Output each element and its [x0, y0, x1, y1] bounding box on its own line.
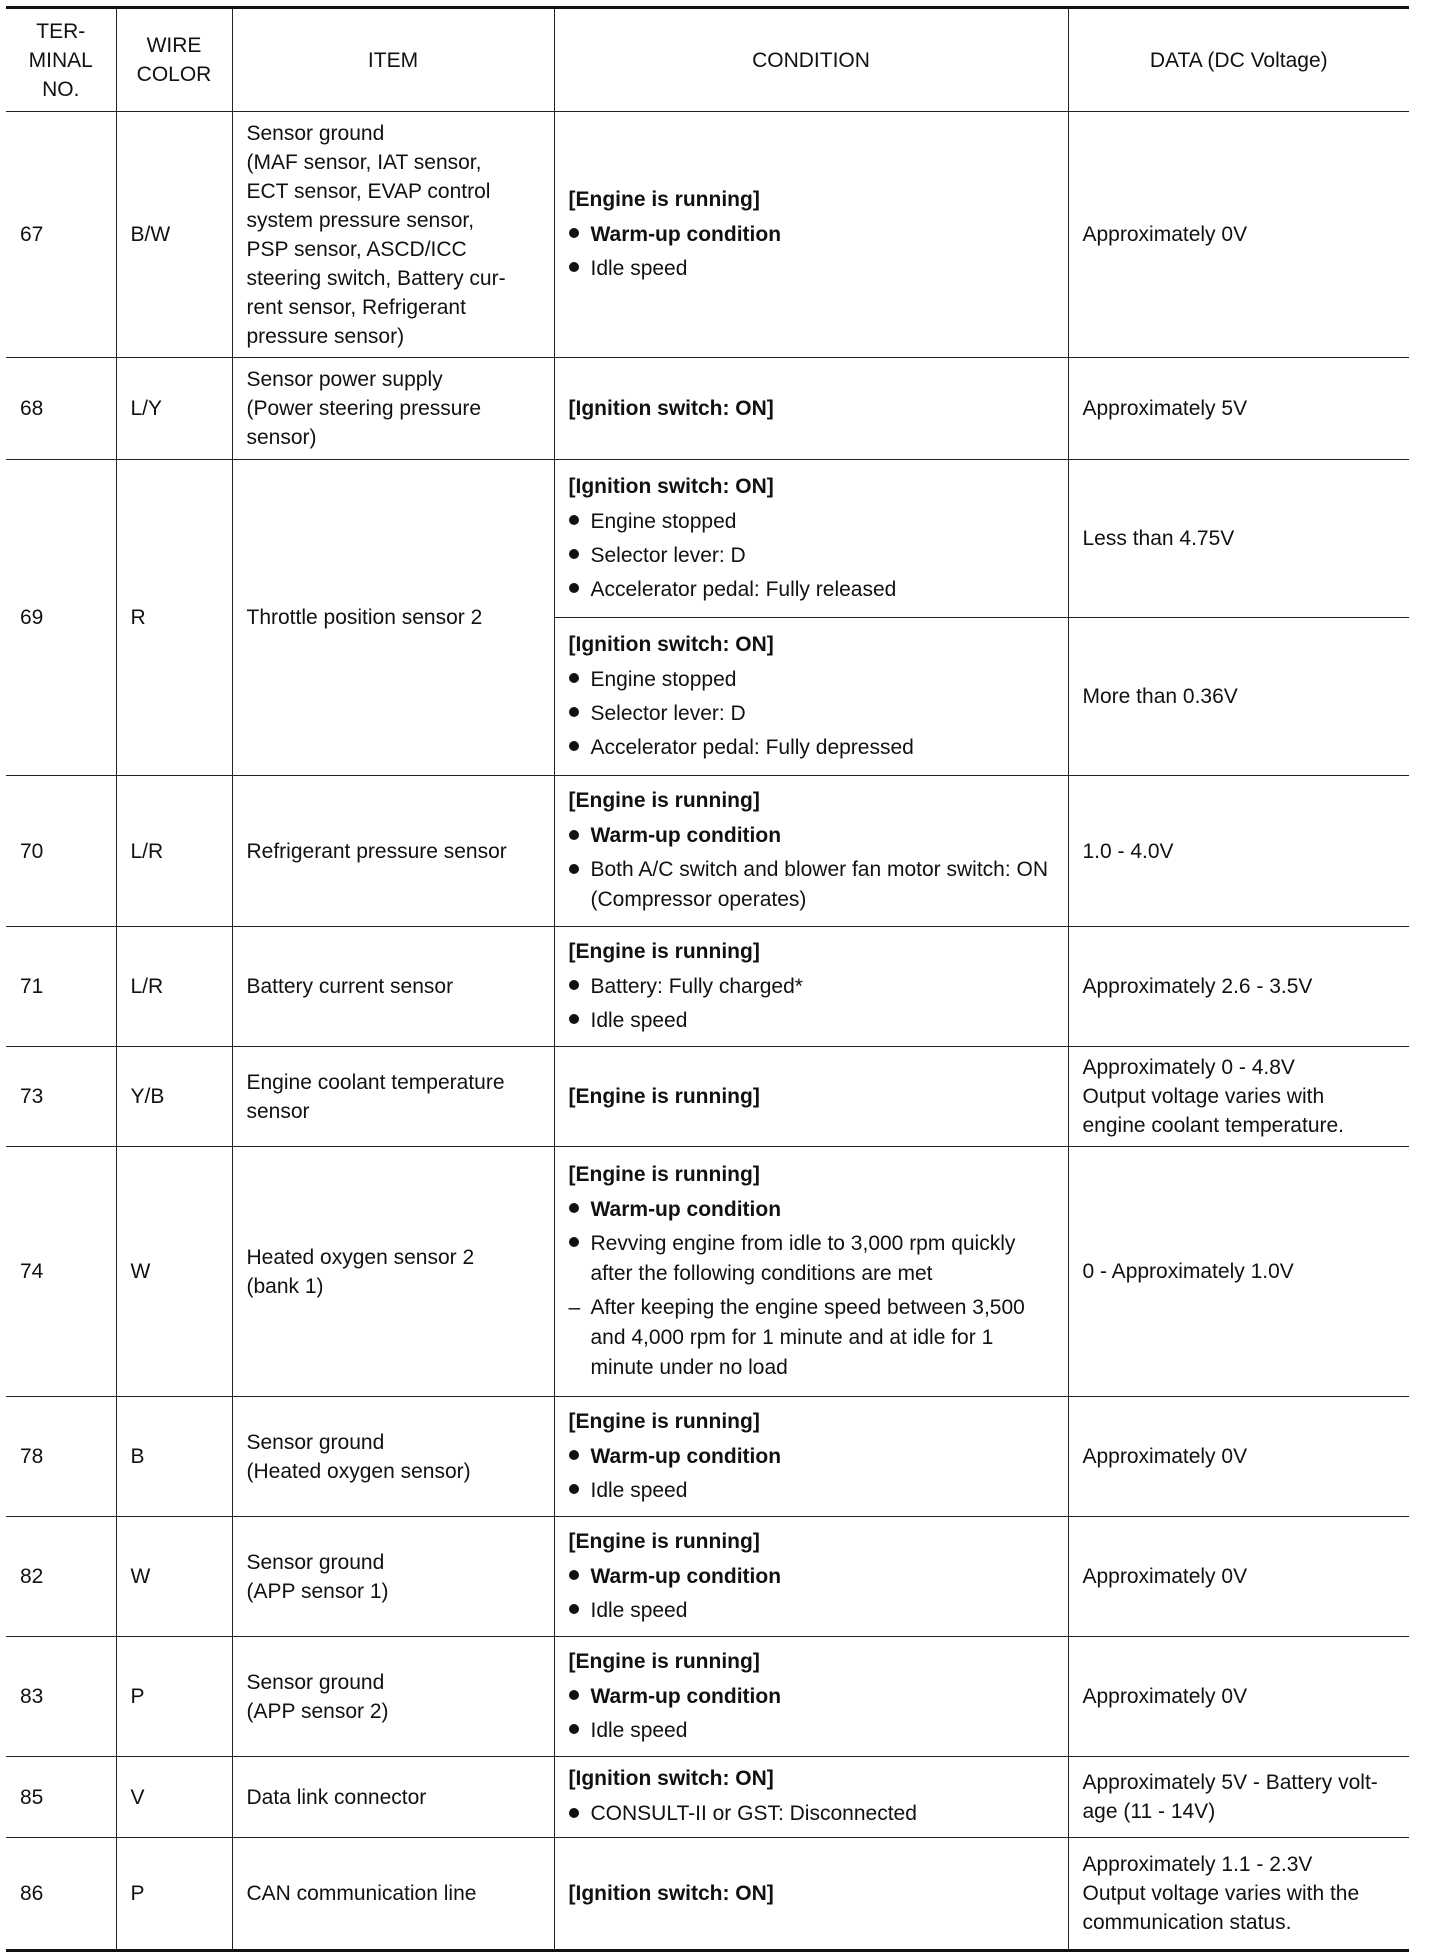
- terminal-data-table: [6, 6, 1409, 1952]
- condition-list: [569, 665, 1054, 763]
- condition-cell: [554, 618, 1068, 776]
- item-description: Throttle position sensor 2: [232, 460, 554, 776]
- bullet-icon: [569, 1562, 587, 1592]
- wire-color: P: [116, 1838, 232, 1951]
- condition-list: [569, 1682, 1054, 1746]
- condition-text: Warm-up condition: [590, 1684, 782, 1708]
- data-voltage: 1.0 - 4.0V: [1068, 776, 1409, 927]
- condition-text: Selector lever: D: [590, 543, 746, 567]
- bullet-icon: [569, 1229, 587, 1259]
- wire-color: L/R: [116, 776, 232, 927]
- bullet-icon: [569, 1799, 587, 1829]
- list-item: [569, 972, 1054, 1002]
- condition-title: [Ignition switch: ON]: [568, 1881, 774, 1905]
- terminal-number: 86: [6, 1838, 116, 1951]
- data-voltage: Approximately 0 - 4.8V Output voltage varies with engine coolant temperature.: [1068, 1047, 1409, 1147]
- list-item: [569, 699, 1054, 729]
- list-item: [569, 1476, 1054, 1506]
- condition-text: After keeping the engine speed between 3,500 and 4,000 rpm for 1 minute and at idle for 1 minute under no load: [590, 1295, 1025, 1379]
- condition-text: Warm-up condition: [590, 1444, 782, 1468]
- table-row: [6, 1517, 1409, 1637]
- condition-text: Selector lever: D: [590, 701, 746, 725]
- condition-title: [Engine is running]: [568, 1084, 760, 1108]
- condition-cell: [554, 1637, 1068, 1757]
- condition-title: [Ignition switch: ON]: [568, 474, 774, 498]
- condition-text: Battery: Fully charged*: [590, 974, 803, 998]
- bullet-icon: [569, 821, 587, 851]
- condition-text: Accelerator pedal: Fully released: [590, 577, 897, 601]
- item-description: Sensor ground (MAF sensor, IAT sensor, ECT sensor, EVAP control system pressure sensor, PSP sensor, ASCD/ICC steering switch, Battery cur- rent sensor, Refrigerant pressure sensor): [232, 112, 554, 358]
- bullet-icon: [569, 541, 587, 571]
- condition-title: [Engine is running]: [568, 1649, 760, 1673]
- condition-text: CONSULT-II or GST: Disconnected: [590, 1802, 917, 1825]
- list-item: [569, 575, 1054, 605]
- wire-color: W: [116, 1517, 232, 1637]
- table-row: [6, 927, 1409, 1047]
- condition-title: [Ignition switch: ON]: [568, 396, 774, 420]
- item-description: Engine coolant temperature sensor: [232, 1047, 554, 1147]
- bullet-icon: [569, 1476, 587, 1506]
- data-voltage: Approximately 0V: [1068, 1397, 1409, 1517]
- item-description: Refrigerant pressure sensor: [232, 776, 554, 927]
- wire-color: B: [116, 1397, 232, 1517]
- bullet-icon: [569, 1682, 587, 1712]
- data-voltage: Approximately 5V: [1068, 358, 1409, 460]
- condition-cell: [554, 1147, 1068, 1397]
- list-item: [569, 821, 1054, 851]
- terminal-number: 74: [6, 1147, 116, 1397]
- condition-list: [569, 507, 1054, 605]
- condition-title: [Engine is running]: [568, 1409, 760, 1433]
- terminal-number: 71: [6, 927, 116, 1047]
- condition-list: [569, 821, 1054, 915]
- condition-cell: [554, 1047, 1068, 1147]
- terminal-number: 70: [6, 776, 116, 927]
- data-voltage: 0 - Approximately 1.0V: [1068, 1147, 1409, 1397]
- data-voltage: Approximately 0V: [1068, 1517, 1409, 1637]
- condition-cell: [554, 358, 1068, 460]
- bullet-icon: [569, 1596, 587, 1626]
- bullet-icon: [569, 1716, 587, 1746]
- wire-color: B/W: [116, 112, 232, 358]
- table-row: [6, 1757, 1409, 1838]
- condition-list: [569, 972, 1054, 1036]
- condition-title: [Ignition switch: ON]: [568, 632, 774, 656]
- data-voltage: Less than 4.75V: [1068, 460, 1409, 618]
- condition-title: [Engine is running]: [568, 187, 760, 211]
- wire-color: P: [116, 1637, 232, 1757]
- condition-list: [569, 1799, 1054, 1829]
- condition-list: [569, 220, 1054, 284]
- condition-cell: [554, 460, 1068, 618]
- condition-text: Warm-up condition: [590, 1197, 782, 1221]
- table-row: [6, 1637, 1409, 1757]
- condition-text: Accelerator pedal: Fully depressed: [590, 735, 914, 759]
- condition-title: [Engine is running]: [568, 1529, 760, 1553]
- header-terminal-no: TER- MINAL NO.: [6, 8, 116, 112]
- list-item: [569, 1716, 1054, 1746]
- list-item: [569, 1596, 1054, 1626]
- header-item: ITEM: [232, 8, 554, 112]
- table-row: [6, 776, 1409, 927]
- header-wire-color: WIRE COLOR: [116, 8, 232, 112]
- item-description: Sensor power supply (Power steering pressure sensor): [232, 358, 554, 460]
- table-row: [6, 358, 1409, 460]
- bullet-icon: [569, 1442, 587, 1472]
- item-description: Heated oxygen sensor 2 (bank 1): [232, 1147, 554, 1397]
- bullet-icon: [569, 220, 587, 250]
- terminal-number: 82: [6, 1517, 116, 1637]
- data-voltage: More than 0.36V: [1068, 618, 1409, 776]
- terminal-number: 83: [6, 1637, 116, 1757]
- list-item: [569, 541, 1054, 571]
- bullet-icon: [569, 1006, 587, 1036]
- item-description: Sensor ground (APP sensor 2): [232, 1637, 554, 1757]
- bullet-icon: [569, 733, 587, 763]
- wire-color: V: [116, 1757, 232, 1838]
- condition-text: Engine stopped: [590, 667, 737, 691]
- condition-title: [Engine is running]: [568, 789, 760, 812]
- terminal-number: 73: [6, 1047, 116, 1147]
- bullet-icon: [569, 254, 587, 284]
- condition-text: Revving engine from idle to 3,000 rpm quickly after the following conditions are met: [590, 1231, 1016, 1285]
- data-voltage: Approximately 2.6 - 3.5V: [1068, 927, 1409, 1047]
- wire-color: L/Y: [116, 358, 232, 460]
- condition-list: [569, 1195, 1054, 1383]
- list-item: [569, 1293, 1054, 1383]
- condition-text: Idle speed: [590, 1718, 688, 1742]
- list-item: [569, 1562, 1054, 1592]
- condition-text: Engine stopped: [590, 509, 737, 533]
- terminal-number: 69: [6, 460, 116, 776]
- header-condition: CONDITION: [554, 8, 1068, 112]
- bullet-icon: [569, 665, 587, 695]
- item-description: Battery current sensor: [232, 927, 554, 1047]
- condition-cell: [554, 112, 1068, 358]
- list-item: [569, 1006, 1054, 1036]
- terminal-number: 67: [6, 112, 116, 358]
- list-item: [569, 733, 1054, 763]
- table-row: [6, 112, 1409, 358]
- condition-text: Warm-up condition: [590, 824, 782, 847]
- condition-list: [569, 1442, 1054, 1506]
- condition-text: Both A/C switch and blower fan motor switch: ON (Compressor operates): [590, 858, 1049, 911]
- list-item: [569, 1682, 1054, 1712]
- item-description: Sensor ground (APP sensor 1): [232, 1517, 554, 1637]
- terminal-number: 78: [6, 1397, 116, 1517]
- item-description: Sensor ground (Heated oxygen sensor): [232, 1397, 554, 1517]
- wire-color: L/R: [116, 927, 232, 1047]
- list-item: [569, 1442, 1054, 1472]
- table-body: [6, 112, 1409, 1951]
- wire-color: W: [116, 1147, 232, 1397]
- data-voltage: Approximately 1.1 - 2.3V Output voltage varies with the communication status.: [1068, 1838, 1409, 1951]
- table-row: [6, 1397, 1409, 1517]
- bullet-icon: [569, 972, 587, 1002]
- item-description: CAN communication line: [232, 1838, 554, 1951]
- data-voltage: Approximately 0V: [1068, 1637, 1409, 1757]
- list-item: [569, 855, 1054, 915]
- condition-cell: [554, 1397, 1068, 1517]
- list-item: [569, 254, 1054, 284]
- terminal-number: 85: [6, 1757, 116, 1838]
- condition-title: [Engine is running]: [568, 1162, 760, 1186]
- wire-color: Y/B: [116, 1047, 232, 1147]
- bullet-icon: [569, 575, 587, 605]
- condition-cell: [554, 1838, 1068, 1951]
- list-item: [569, 1229, 1054, 1289]
- condition-cell: [554, 1517, 1068, 1637]
- condition-title: [Ignition switch: ON]: [568, 1767, 774, 1790]
- dash-marker-icon: –: [568, 1295, 581, 1319]
- condition-text: Idle speed: [590, 1478, 688, 1502]
- list-item: [569, 507, 1054, 537]
- condition-list: [569, 1562, 1054, 1626]
- table-row: [6, 1047, 1409, 1147]
- terminal-number: 68: [6, 358, 116, 460]
- bullet-icon: [569, 507, 587, 537]
- table-row: [6, 460, 1409, 618]
- condition-text: Idle speed: [590, 1598, 688, 1622]
- table-row: [6, 1147, 1409, 1397]
- data-voltage: Approximately 0V: [1068, 112, 1409, 358]
- header-data: DATA (DC Voltage): [1068, 8, 1409, 112]
- condition-cell: [554, 927, 1068, 1047]
- item-description: Data link connector: [232, 1757, 554, 1838]
- condition-text: Warm-up condition: [590, 222, 782, 246]
- condition-text: Idle speed: [590, 256, 688, 280]
- bullet-icon: [569, 855, 587, 885]
- condition-cell: [554, 1757, 1068, 1838]
- list-item: [569, 1799, 1054, 1829]
- table-header-row: [6, 8, 1409, 112]
- bullet-icon: [569, 1195, 587, 1225]
- table-row: [6, 1838, 1409, 1951]
- condition-text: Idle speed: [590, 1008, 688, 1032]
- wire-color: R: [116, 460, 232, 776]
- condition-title: [Engine is running]: [568, 939, 760, 963]
- condition-cell: [554, 776, 1068, 927]
- list-item: [569, 220, 1054, 250]
- condition-text: Warm-up condition: [590, 1564, 782, 1588]
- list-item: [569, 665, 1054, 695]
- list-item: [569, 1195, 1054, 1225]
- bullet-icon: [569, 699, 587, 729]
- data-voltage: Approximately 5V - Battery volt- age (11 - 14V): [1068, 1757, 1409, 1838]
